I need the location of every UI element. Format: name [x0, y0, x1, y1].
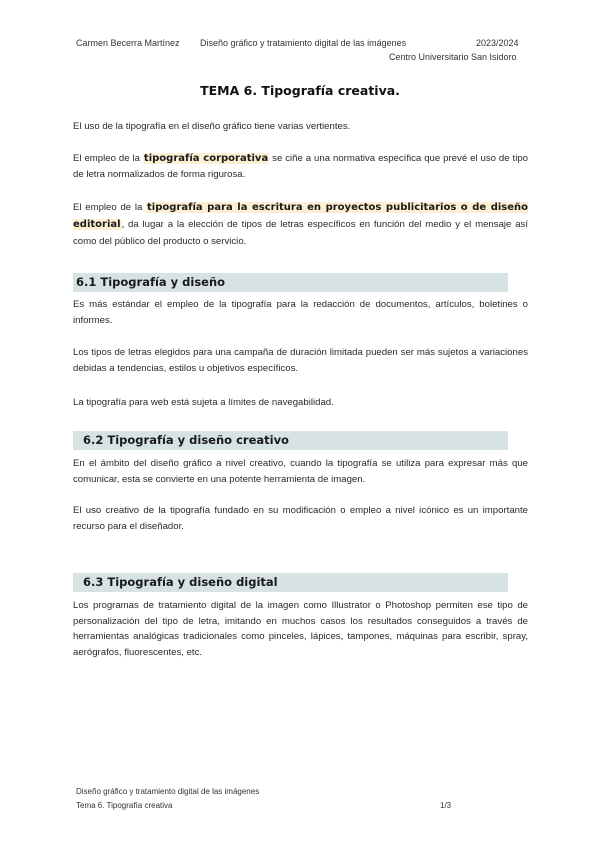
highlight-editorial-typography: tipografía para la escritura en proyectos publicitarios o de diseño editorial	[73, 202, 529, 230]
page-title: TEMA 6. Tipografía creativa.	[200, 83, 400, 98]
section-6-1-paragraph-1: Es más estándar el empleo de la tipografía para la redacción de documentos, artículos, boletines o informes.	[73, 299, 528, 326]
intro-paragraph-2	[73, 151, 528, 182]
intro-paragraph-1: El uso de la tipografía en el diseño gráfico tiene varias vertientes.	[73, 121, 351, 132]
section-6-2-paragraph-1: En el ámbito del diseño gráfico a nivel creativo, cuando la tipografía se utiliza para expresar más que comunicar, esta se convierte en una potente herramienta de imagen.	[73, 458, 528, 485]
section-heading-bar-6-3	[73, 573, 508, 592]
section-6-1-paragraph-2: Los tipos de letras elegidos para una campaña de duración limitada pueden ser más sujetos a variaciones debidas a tendencias, estilos u objetivos específicos.	[73, 347, 528, 374]
section-6-3-paragraph-1: Los programas de tratamiento digital de la imagen como Illustrator o Photoshop permiten ese tipo de personalización del tipo de letra, imitando en muchos casos los resultados conseguidos a través de herramientas analógicas tradicionales como pinceles, lápices, tampones, máquinas para escribir, spray, aerógrafos, fluorescentes, etc.	[73, 600, 528, 658]
section-heading-6-3: 6.3 Tipografía y diseño digital	[83, 575, 278, 589]
highlight-corporate-typography: tipografía corporativa	[143, 153, 269, 164]
intro-p2-after: se ciñe a una normativa específica que prevé el uso de tipo de letra normalizados de forma rigurosa.	[73, 153, 529, 180]
section-heading-bar-6-2	[73, 431, 508, 450]
section-6-2-paragraph-2: El uso creativo de la tipografía fundado en su modificación o empleo a nivel icónico es un importante recurso para el diseñador.	[73, 505, 528, 532]
header-author: Carmen Becerra Martínez	[76, 38, 180, 48]
intro-p3-before: El empleo de la	[73, 202, 147, 213]
header-year: 2023/2024	[476, 38, 519, 48]
intro-p3-after: , da lugar a la elección de tipos de letras específicos en función del medio y el mensaje así como del público del producto o servicio.	[73, 219, 528, 247]
section-heading-6-2: 6.2 Tipografía y diseño creativo	[83, 433, 289, 447]
header-course: Diseño gráfico y tratamiento digital de las imágenes	[200, 38, 407, 48]
footer-course: Diseño gráfico y tratamiento digital de las imágenes	[76, 787, 260, 796]
intro-p2-before: El empleo de la	[73, 153, 143, 164]
intro-paragraph-3	[73, 199, 528, 250]
section-6-1-paragraph-3: La tipografía para web está sujeta a límites de navegabilidad.	[73, 397, 334, 408]
footer-topic: Tema 6. Tipografía creativa	[76, 801, 173, 810]
section-heading-6-1: 6.1 Tipografía y diseño	[76, 275, 226, 289]
header-center: Centro Universitario San Isidoro	[389, 52, 517, 62]
section-heading-bar-6-1	[73, 273, 508, 292]
footer-page-number: 1/3	[440, 801, 452, 810]
